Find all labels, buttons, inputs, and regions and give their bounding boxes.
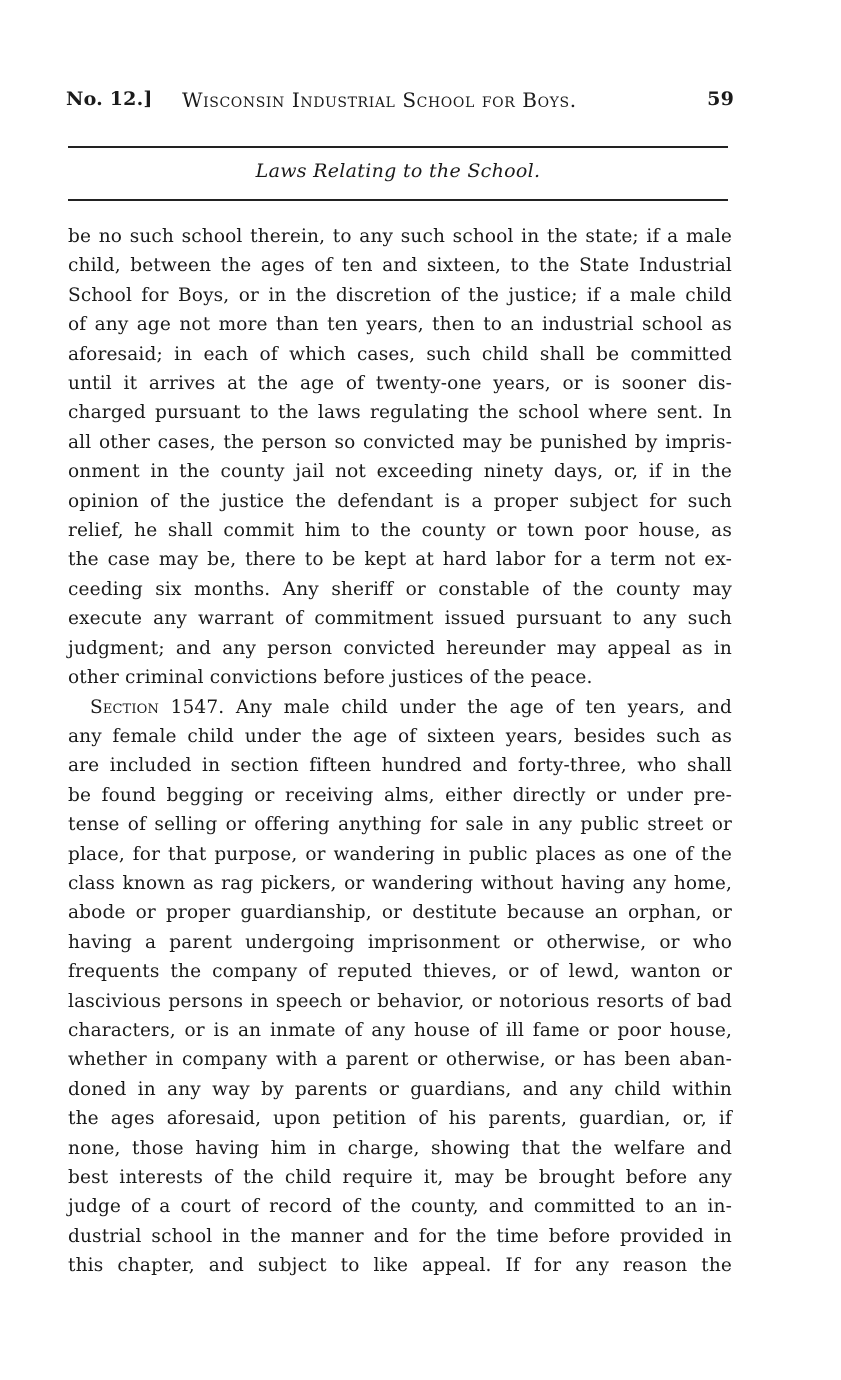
document-number: No. 12.] <box>66 88 153 110</box>
text-line: tense of selling or offering anything for sale in any public street or <box>68 814 732 836</box>
text-line: be no such school therein, to any such school in the state; if a male <box>68 226 732 247</box>
text-line: all other cases, the person so convicted may be punished by impris- <box>68 431 732 453</box>
text-line: opinion of the justice the defendant is a proper subject for such <box>68 490 732 512</box>
text-line: lascivious persons in speech or behavior, or notorious resorts of bad <box>68 990 732 1012</box>
text-line: charged pursuant to the laws regulating the school where sent. In <box>68 402 732 424</box>
text-line: until it arrives at the age of twenty-one years, or is sooner dis- <box>68 373 732 395</box>
text-line: dustrial school in the manner and for the time before provided in <box>68 1225 732 1247</box>
section-subtitle: Laws Relating to the School. <box>255 160 541 182</box>
text-line: any female child under the age of sixteen years, besides such as <box>68 725 732 747</box>
text-line: aforesaid; in each of which cases, such child shall be committed <box>68 343 732 365</box>
section-first-line-text: Any male child under the age of ten years, and <box>235 696 732 718</box>
text-line: frequents the company of reputed thieves, or of lewd, wanton or <box>68 961 732 983</box>
header-rule-top <box>68 146 728 148</box>
text-line: this chapter, and subject to like appeal. If for any reason the <box>68 1255 732 1277</box>
text-line: be found begging or receiving alms, either directly or under pre- <box>68 784 732 806</box>
page-number: 59 <box>707 88 734 110</box>
text-line: characters, or is an inmate of any house of ill fame or poor house, <box>68 1019 732 1041</box>
text-line: best interests of the child require it, may be brought before any <box>68 1167 732 1188</box>
text-line: the case may be, there to be kept at hard labor for a term not ex- <box>68 549 732 571</box>
text-line: doned in any way by parents or guardians, and any child within <box>68 1078 732 1100</box>
header-rule-bottom <box>68 199 728 201</box>
section-label: Section 1547. <box>90 696 225 718</box>
text-line: School for Boys, or in the discretion of the justice; if a male child <box>68 284 732 306</box>
body-text <box>68 222 732 1281</box>
text-line: ceeding six months. Any sheriff or constable of the county may <box>68 578 732 600</box>
text-line: child, between the ages of ten and sixteen, to the State Industrial <box>68 255 732 277</box>
text-line: relief, he shall commit him to the county or town poor house, as <box>68 520 732 542</box>
text-line: place, for that purpose, or wandering in public places as one of the <box>68 843 732 865</box>
text-line: none, those having him in charge, showing that the welfare and <box>68 1137 732 1159</box>
text-line: of any age not more than ten years, then to an industrial school as <box>68 314 732 336</box>
text-line: other criminal convictions before justices of the peace. <box>68 667 593 689</box>
text-line: judge of a court of record of the county, and committed to an in- <box>68 1196 732 1218</box>
text-line: abode or proper guardianship, or destitute because an orphan, or <box>68 902 732 924</box>
text-line: whether in company with a parent or otherwise, or has been aban- <box>68 1049 732 1071</box>
text-line: class known as rag pickers, or wandering without having any home, <box>68 872 732 894</box>
text-line: onment in the county jail not exceeding ninety days, or, if in the <box>68 461 732 483</box>
text-line: having a parent undergoing imprisonment or otherwise, or who <box>68 931 732 953</box>
running-title: Wisconsin Industrial School for Boys. <box>182 88 577 112</box>
text-line: are included in section fifteen hundred and forty-three, who shall <box>68 755 732 777</box>
text-line: execute any warrant of commitment issued pursuant to any such <box>68 608 732 630</box>
text-line: the ages aforesaid, upon petition of his parents, guardian, or, if <box>68 1108 732 1130</box>
running-header <box>66 88 734 118</box>
text-line: judgment; and any person convicted hereunder may appeal as in <box>68 637 732 659</box>
section-first-line <box>68 693 732 722</box>
